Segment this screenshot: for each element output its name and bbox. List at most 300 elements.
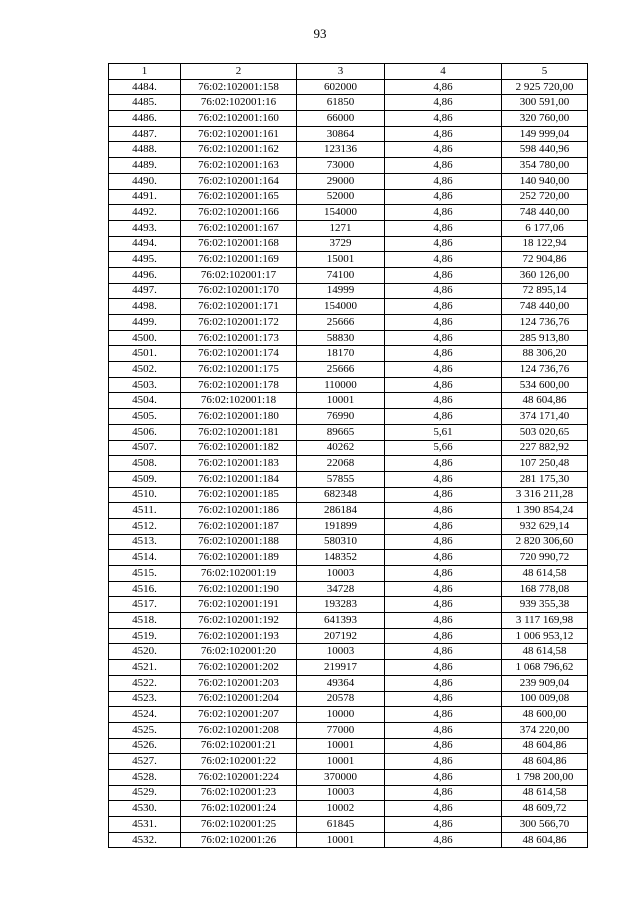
area-cell: 370000	[297, 769, 385, 785]
row-number-cell: 4497.	[109, 283, 181, 299]
area-cell: 74100	[297, 267, 385, 283]
row-number-cell: 4515.	[109, 566, 181, 582]
table-row	[109, 252, 588, 268]
rate-cell: 4,86	[385, 252, 502, 268]
area-cell: 66000	[297, 111, 385, 127]
rate-cell: 4,86	[385, 393, 502, 409]
table-row	[109, 173, 588, 189]
cadastral-number-cell: 76:02:102001:19	[181, 566, 297, 582]
column-header: 3	[297, 64, 385, 80]
rate-cell: 5,61	[385, 424, 502, 440]
value-cell: 124 736,76	[502, 362, 588, 378]
rate-cell: 4,86	[385, 79, 502, 95]
table-row	[109, 832, 588, 848]
cadastral-number-cell: 76:02:102001:203	[181, 675, 297, 691]
row-number-cell: 4493.	[109, 220, 181, 236]
value-cell: 48 604,86	[502, 832, 588, 848]
rate-cell: 4,86	[385, 675, 502, 691]
row-number-cell: 4492.	[109, 205, 181, 221]
value-cell: 1 390 854,24	[502, 503, 588, 519]
area-cell: 25666	[297, 315, 385, 331]
value-cell: 3 117 169,98	[502, 613, 588, 629]
value-cell: 88 306,20	[502, 346, 588, 362]
row-number-cell: 4531.	[109, 817, 181, 833]
value-cell: 6 177,06	[502, 220, 588, 236]
table-row	[109, 205, 588, 221]
area-cell: 10003	[297, 785, 385, 801]
value-cell: 72 895,14	[502, 283, 588, 299]
cadastral-number-cell: 76:02:102001:191	[181, 597, 297, 613]
cadastral-number-cell: 76:02:102001:22	[181, 754, 297, 770]
value-cell: 72 904,86	[502, 252, 588, 268]
row-number-cell: 4495.	[109, 252, 181, 268]
table-row	[109, 440, 588, 456]
rate-cell: 4,86	[385, 205, 502, 221]
rate-cell: 4,86	[385, 362, 502, 378]
value-cell: 2 820 306,60	[502, 534, 588, 550]
value-cell: 168 778,08	[502, 581, 588, 597]
row-number-cell: 4529.	[109, 785, 181, 801]
row-number-cell: 4489.	[109, 158, 181, 174]
row-number-cell: 4488.	[109, 142, 181, 158]
row-number-cell: 4490.	[109, 173, 181, 189]
cadastral-number-cell: 76:02:102001:172	[181, 315, 297, 331]
value-cell: 374 220,00	[502, 722, 588, 738]
rate-cell: 4,86	[385, 173, 502, 189]
rate-cell: 4,86	[385, 377, 502, 393]
rate-cell: 4,86	[385, 158, 502, 174]
rate-cell: 4,86	[385, 95, 502, 111]
area-cell: 58830	[297, 330, 385, 346]
area-cell: 148352	[297, 550, 385, 566]
row-number-cell: 4524.	[109, 707, 181, 723]
rate-cell: 4,86	[385, 236, 502, 252]
area-cell: 10001	[297, 738, 385, 754]
value-cell: 720 990,72	[502, 550, 588, 566]
cadastral-number-cell: 76:02:102001:178	[181, 377, 297, 393]
rate-cell: 4,86	[385, 722, 502, 738]
table-row	[109, 362, 588, 378]
area-cell: 10001	[297, 754, 385, 770]
area-cell: 40262	[297, 440, 385, 456]
rate-cell: 4,86	[385, 189, 502, 205]
rate-cell: 4,86	[385, 597, 502, 613]
table-row	[109, 267, 588, 283]
row-number-cell: 4520.	[109, 644, 181, 660]
table-row	[109, 142, 588, 158]
cadastral-number-cell: 76:02:102001:204	[181, 691, 297, 707]
value-cell: 285 913,80	[502, 330, 588, 346]
cadastral-number-cell: 76:02:102001:184	[181, 471, 297, 487]
column-header: 2	[181, 64, 297, 80]
value-cell: 18 122,94	[502, 236, 588, 252]
row-number-cell: 4521.	[109, 660, 181, 676]
row-number-cell: 4484.	[109, 79, 181, 95]
table-row	[109, 503, 588, 519]
cadastral-number-cell: 76:02:102001:170	[181, 283, 297, 299]
row-number-cell: 4530.	[109, 801, 181, 817]
row-number-cell: 4502.	[109, 362, 181, 378]
table-row	[109, 581, 588, 597]
rate-cell: 4,86	[385, 613, 502, 629]
area-cell: 10001	[297, 393, 385, 409]
cadastral-number-cell: 76:02:102001:169	[181, 252, 297, 268]
area-cell: 193283	[297, 597, 385, 613]
rate-cell: 4,86	[385, 550, 502, 566]
cadastral-number-cell: 76:02:102001:161	[181, 126, 297, 142]
value-cell: 354 780,00	[502, 158, 588, 174]
area-cell: 77000	[297, 722, 385, 738]
area-cell: 641393	[297, 613, 385, 629]
table-row	[109, 377, 588, 393]
cadastral-number-cell: 76:02:102001:163	[181, 158, 297, 174]
area-cell: 602000	[297, 79, 385, 95]
table-row	[109, 644, 588, 660]
rate-cell: 4,86	[385, 801, 502, 817]
value-cell: 100 009,08	[502, 691, 588, 707]
row-number-cell: 4491.	[109, 189, 181, 205]
table-row	[109, 566, 588, 582]
cadastral-number-cell: 76:02:102001:183	[181, 456, 297, 472]
area-cell: 10003	[297, 644, 385, 660]
cadastral-number-cell: 76:02:102001:171	[181, 299, 297, 315]
row-number-cell: 4511.	[109, 503, 181, 519]
row-number-cell: 4523.	[109, 691, 181, 707]
table-row	[109, 738, 588, 754]
rate-cell: 4,86	[385, 142, 502, 158]
data-table	[108, 63, 588, 848]
area-cell: 682348	[297, 487, 385, 503]
cadastral-number-cell: 76:02:102001:175	[181, 362, 297, 378]
rate-cell: 4,86	[385, 769, 502, 785]
value-cell: 107 250,48	[502, 456, 588, 472]
table-row	[109, 597, 588, 613]
value-cell: 1 068 796,62	[502, 660, 588, 676]
table-row	[109, 236, 588, 252]
area-cell: 286184	[297, 503, 385, 519]
value-cell: 374 171,40	[502, 409, 588, 425]
value-cell: 48 604,86	[502, 393, 588, 409]
row-number-cell: 4507.	[109, 440, 181, 456]
table-row	[109, 801, 588, 817]
cadastral-number-cell: 76:02:102001:165	[181, 189, 297, 205]
row-number-cell: 4517.	[109, 597, 181, 613]
table-row	[109, 126, 588, 142]
area-cell: 25666	[297, 362, 385, 378]
area-cell: 580310	[297, 534, 385, 550]
table-row	[109, 550, 588, 566]
cadastral-number-cell: 76:02:102001:186	[181, 503, 297, 519]
rate-cell: 4,86	[385, 315, 502, 331]
cadastral-number-cell: 76:02:102001:181	[181, 424, 297, 440]
area-cell: 89665	[297, 424, 385, 440]
rate-cell: 4,86	[385, 566, 502, 582]
area-cell: 191899	[297, 518, 385, 534]
area-cell: 61845	[297, 817, 385, 833]
cadastral-number-cell: 76:02:102001:174	[181, 346, 297, 362]
table-row	[109, 393, 588, 409]
row-number-cell: 4509.	[109, 471, 181, 487]
cadastral-number-cell: 76:02:102001:25	[181, 817, 297, 833]
value-cell: 48 604,86	[502, 738, 588, 754]
table-row	[109, 518, 588, 534]
cadastral-number-cell: 76:02:102001:190	[181, 581, 297, 597]
cadastral-number-cell: 76:02:102001:207	[181, 707, 297, 723]
rate-cell: 4,86	[385, 111, 502, 127]
rate-cell: 4,86	[385, 534, 502, 550]
row-number-cell: 4522.	[109, 675, 181, 691]
row-number-cell: 4501.	[109, 346, 181, 362]
row-number-cell: 4512.	[109, 518, 181, 534]
area-cell: 29000	[297, 173, 385, 189]
cadastral-number-cell: 76:02:102001:192	[181, 613, 297, 629]
cadastral-number-cell: 76:02:102001:23	[181, 785, 297, 801]
cadastral-number-cell: 76:02:102001:24	[181, 801, 297, 817]
table-row	[109, 707, 588, 723]
table-row	[109, 456, 588, 472]
table-row	[109, 189, 588, 205]
value-cell: 939 355,38	[502, 597, 588, 613]
row-number-cell: 4506.	[109, 424, 181, 440]
area-cell: 110000	[297, 377, 385, 393]
cadastral-number-cell: 76:02:102001:168	[181, 236, 297, 252]
value-cell: 932 629,14	[502, 518, 588, 534]
row-number-cell: 4526.	[109, 738, 181, 754]
value-cell: 140 940,00	[502, 173, 588, 189]
value-cell: 1 798 200,00	[502, 769, 588, 785]
cadastral-number-cell: 76:02:102001:20	[181, 644, 297, 660]
area-cell: 20578	[297, 691, 385, 707]
rate-cell: 4,86	[385, 691, 502, 707]
rate-cell: 4,86	[385, 832, 502, 848]
table-row	[109, 534, 588, 550]
rate-cell: 4,86	[385, 346, 502, 362]
area-cell: 30864	[297, 126, 385, 142]
table-row	[109, 769, 588, 785]
rate-cell: 4,86	[385, 785, 502, 801]
rate-cell: 4,86	[385, 299, 502, 315]
cadastral-number-cell: 76:02:102001:202	[181, 660, 297, 676]
value-cell: 748 440,00	[502, 299, 588, 315]
rate-cell: 4,86	[385, 628, 502, 644]
cadastral-number-cell: 76:02:102001:180	[181, 409, 297, 425]
table-row	[109, 424, 588, 440]
table-row	[109, 220, 588, 236]
row-number-cell: 4525.	[109, 722, 181, 738]
rate-cell: 4,86	[385, 817, 502, 833]
cadastral-number-cell: 76:02:102001:182	[181, 440, 297, 456]
row-number-cell: 4505.	[109, 409, 181, 425]
value-cell: 300 566,70	[502, 817, 588, 833]
row-number-cell: 4528.	[109, 769, 181, 785]
rate-cell: 4,86	[385, 503, 502, 519]
value-cell: 2 925 720,00	[502, 79, 588, 95]
column-header: 1	[109, 64, 181, 80]
cadastral-number-cell: 76:02:102001:18	[181, 393, 297, 409]
row-number-cell: 4503.	[109, 377, 181, 393]
area-cell: 49364	[297, 675, 385, 691]
area-cell: 18170	[297, 346, 385, 362]
table-row	[109, 315, 588, 331]
value-cell: 48 614,58	[502, 566, 588, 582]
table-row	[109, 628, 588, 644]
row-number-cell: 4487.	[109, 126, 181, 142]
cadastral-number-cell: 76:02:102001:188	[181, 534, 297, 550]
value-cell: 149 999,04	[502, 126, 588, 142]
table-row	[109, 487, 588, 503]
table-row	[109, 409, 588, 425]
rate-cell: 4,86	[385, 220, 502, 236]
column-header: 4	[385, 64, 502, 80]
table-row	[109, 785, 588, 801]
value-cell: 227 882,92	[502, 440, 588, 456]
row-number-cell: 4485.	[109, 95, 181, 111]
table-row	[109, 817, 588, 833]
rate-cell: 4,86	[385, 707, 502, 723]
area-cell: 10001	[297, 832, 385, 848]
value-cell: 598 440,96	[502, 142, 588, 158]
table-row	[109, 754, 588, 770]
cadastral-number-cell: 76:02:102001:21	[181, 738, 297, 754]
value-cell: 360 126,00	[502, 267, 588, 283]
cadastral-number-cell: 76:02:102001:167	[181, 220, 297, 236]
table-row	[109, 79, 588, 95]
table-row	[109, 346, 588, 362]
area-cell: 34728	[297, 581, 385, 597]
area-cell: 14999	[297, 283, 385, 299]
area-cell: 61850	[297, 95, 385, 111]
row-number-cell: 4513.	[109, 534, 181, 550]
rate-cell: 4,86	[385, 487, 502, 503]
rate-cell: 4,86	[385, 409, 502, 425]
value-cell: 124 736,76	[502, 315, 588, 331]
row-number-cell: 4516.	[109, 581, 181, 597]
value-cell: 320 760,00	[502, 111, 588, 127]
area-cell: 207192	[297, 628, 385, 644]
rate-cell: 5,66	[385, 440, 502, 456]
rate-cell: 4,86	[385, 660, 502, 676]
cadastral-number-cell: 76:02:102001:158	[181, 79, 297, 95]
rate-cell: 4,86	[385, 330, 502, 346]
area-cell: 123136	[297, 142, 385, 158]
rate-cell: 4,86	[385, 456, 502, 472]
page-number: 93	[313, 26, 327, 41]
area-cell: 154000	[297, 205, 385, 221]
area-cell: 15001	[297, 252, 385, 268]
value-cell: 281 175,30	[502, 471, 588, 487]
row-number-cell: 4508.	[109, 456, 181, 472]
cadastral-number-cell: 76:02:102001:166	[181, 205, 297, 221]
table-row	[109, 471, 588, 487]
value-cell: 3 316 211,28	[502, 487, 588, 503]
table-row	[109, 675, 588, 691]
table-body	[109, 64, 588, 848]
row-number-cell: 4486.	[109, 111, 181, 127]
area-cell: 57855	[297, 471, 385, 487]
rate-cell: 4,86	[385, 471, 502, 487]
row-number-cell: 4504.	[109, 393, 181, 409]
table-row	[109, 691, 588, 707]
table-row	[109, 330, 588, 346]
cadastral-number-cell: 76:02:102001:187	[181, 518, 297, 534]
area-cell: 154000	[297, 299, 385, 315]
value-cell: 534 600,00	[502, 377, 588, 393]
table-row	[109, 613, 588, 629]
value-cell: 1 006 953,12	[502, 628, 588, 644]
table-row	[109, 95, 588, 111]
rate-cell: 4,86	[385, 283, 502, 299]
area-cell: 219917	[297, 660, 385, 676]
cadastral-number-cell: 76:02:102001:208	[181, 722, 297, 738]
rate-cell: 4,86	[385, 126, 502, 142]
cadastral-number-cell: 76:02:102001:164	[181, 173, 297, 189]
cadastral-number-cell: 76:02:102001:160	[181, 111, 297, 127]
cadastral-number-cell: 76:02:102001:17	[181, 267, 297, 283]
table-row	[109, 660, 588, 676]
cadastral-number-cell: 76:02:102001:189	[181, 550, 297, 566]
row-number-cell: 4499.	[109, 315, 181, 331]
value-cell: 252 720,00	[502, 189, 588, 205]
value-cell: 503 020,65	[502, 424, 588, 440]
area-cell: 76990	[297, 409, 385, 425]
cadastral-number-cell: 76:02:102001:162	[181, 142, 297, 158]
value-cell: 748 440,00	[502, 205, 588, 221]
cadastral-number-cell: 76:02:102001:193	[181, 628, 297, 644]
cadastral-number-cell: 76:02:102001:185	[181, 487, 297, 503]
area-cell: 10002	[297, 801, 385, 817]
value-cell: 48 614,58	[502, 644, 588, 660]
column-header: 5	[502, 64, 588, 80]
cadastral-number-cell: 76:02:102001:16	[181, 95, 297, 111]
table-row	[109, 283, 588, 299]
value-cell: 300 591,00	[502, 95, 588, 111]
area-cell: 3729	[297, 236, 385, 252]
row-number-cell: 4498.	[109, 299, 181, 315]
cadastral-number-cell: 76:02:102001:224	[181, 769, 297, 785]
rate-cell: 4,86	[385, 581, 502, 597]
row-number-cell: 4527.	[109, 754, 181, 770]
table-row	[109, 158, 588, 174]
rate-cell: 4,86	[385, 644, 502, 660]
row-number-cell: 4494.	[109, 236, 181, 252]
area-cell: 73000	[297, 158, 385, 174]
row-number-cell: 4496.	[109, 267, 181, 283]
row-number-cell: 4519.	[109, 628, 181, 644]
row-number-cell: 4532.	[109, 832, 181, 848]
rate-cell: 4,86	[385, 267, 502, 283]
rate-cell: 4,86	[385, 738, 502, 754]
table-row	[109, 111, 588, 127]
area-cell: 10000	[297, 707, 385, 723]
row-number-cell: 4514.	[109, 550, 181, 566]
cadastral-number-cell: 76:02:102001:26	[181, 832, 297, 848]
area-cell: 52000	[297, 189, 385, 205]
row-number-cell: 4510.	[109, 487, 181, 503]
value-cell: 48 604,86	[502, 754, 588, 770]
value-cell: 48 614,58	[502, 785, 588, 801]
row-number-cell: 4500.	[109, 330, 181, 346]
table-row	[109, 299, 588, 315]
area-cell: 1271	[297, 220, 385, 236]
header-row	[109, 64, 588, 80]
value-cell: 48 609,72	[502, 801, 588, 817]
table-row	[109, 722, 588, 738]
row-number-cell: 4518.	[109, 613, 181, 629]
value-cell: 239 909,04	[502, 675, 588, 691]
rate-cell: 4,86	[385, 754, 502, 770]
rate-cell: 4,86	[385, 518, 502, 534]
cadastral-number-cell: 76:02:102001:173	[181, 330, 297, 346]
